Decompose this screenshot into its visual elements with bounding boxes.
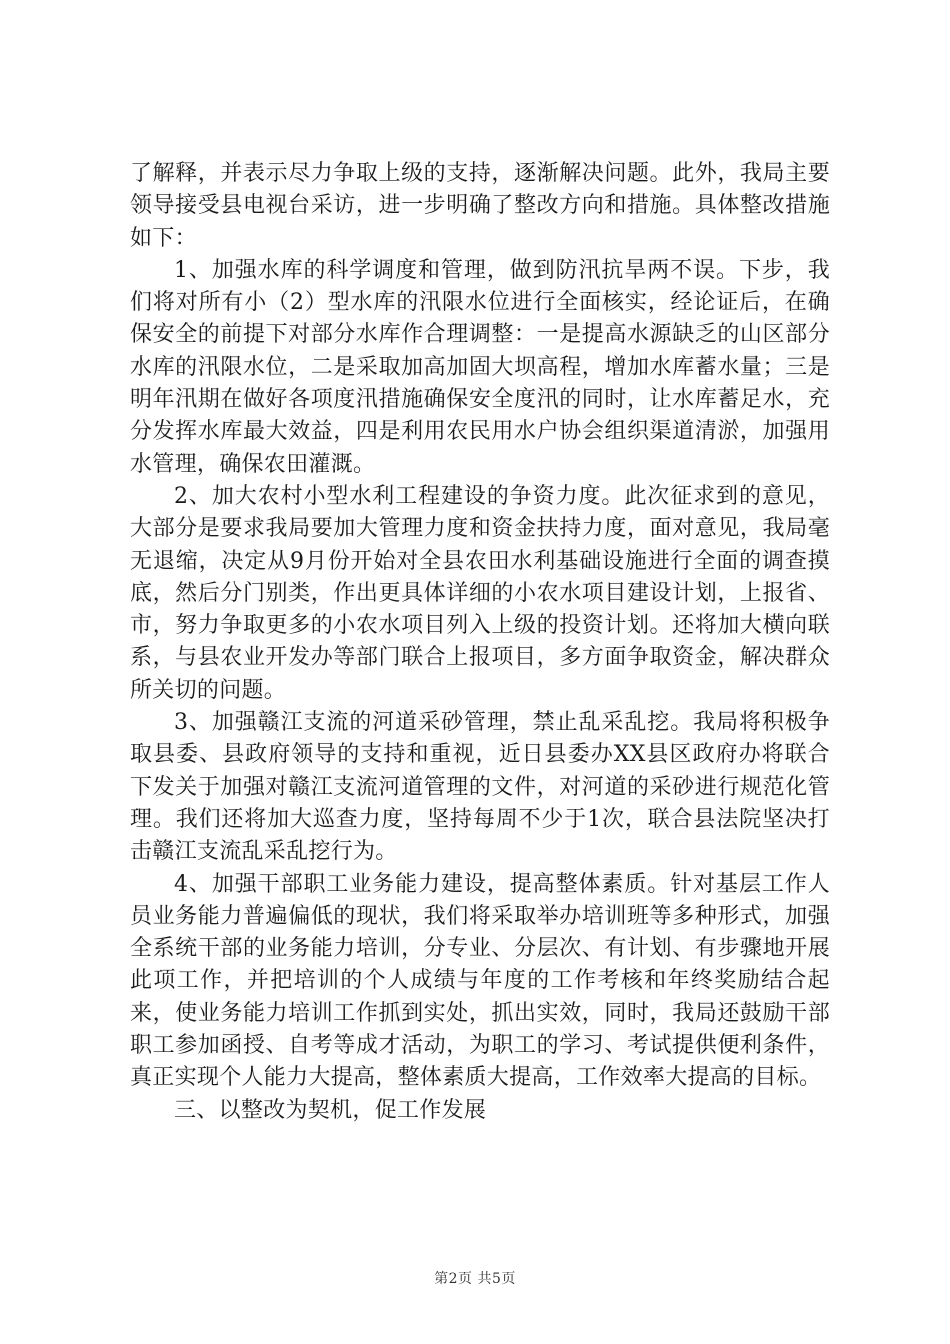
paragraph-measure-2: 2、加大农村小型水利工程建设的争资力度。此次征求到的意见，大部分是要求我局要加大管理力度和资金扶持力度，面对意见，我局毫无退缩，决定从9月份开始对全县农田水利基础设施进行全面的调查摸底，然后分门别类，作出更具体详细的小农水项目建设计划，上报省、市，努力争取更多的小农水项目列入上级的投资计划。还将加大横向联系，与县农业开发办等部门联合上报项目，多方面争取资金，解决群众所关切的问题。 (130, 483, 830, 703)
page-number-footer: 第2页 共5页 (434, 1271, 516, 1287)
paragraph-measure-1: 1、加强水库的科学调度和管理，做到防汛抗旱两不误。下步，我们将对所有小（2）型水库的汛限水位进行全面核实，经论证后，在确保安全的前提下对部分水库作合理调整：一是提高水源缺乏的山区部分水库的汛限水位，二是采取加高加固大坝高程，增加水库蓄水量；三是明年汛期在做好各项度汛措施确保安全度汛的同时，让水库蓄足水，充分发挥水库最大效益，四是利用农民用水户协会组织渠道清淤，加强用水管理，确保农田灌溉。 (130, 257, 830, 477)
paragraph-continuation: 了解释，并表示尽力争取上级的支持，逐渐解决问题。此外，我局主要领导接受县电视台采访，进一步明确了整改方向和措施。具体整改措施如下： (130, 161, 830, 251)
document-body (130, 158, 830, 1127)
paragraph-measure-4: 4、加强干部职工业务能力建设，提高整体素质。针对基层工作人员业务能力普遍偏低的现状，我们将采取举办培训班等多种形式，加强全系统干部的业务能力培训，分专业、分层次、有计划、有步骤地开展此项工作，并把培训的个人成绩与年度的工作考核和年终奖励结合起来，使业务能力培训工作抓到实处，抓出实效，同时，我局还鼓励干部职工参加函授、自考等成才活动，为职工的学习、考试提供便利条件，真正实现个人能力大提高，整体素质大提高，工作效率大提高的目标。 (130, 871, 830, 1091)
section-heading-3: 三、以整改为契机，促工作发展 (174, 1097, 487, 1123)
paragraph-measure-3: 3、加强赣江支流的河道采砂管理，禁止乱采乱挖。我局将积极争取县委、县政府领导的支持和重视，近日县委办XX县区政府办将联合下发关于加强对赣江支流河道管理的文件，对河道的采砂进行规范化管理。我们还将加大巡查力度，坚持每周不少于1次，联合县法院坚决打击赣江支流乱采乱挖行为。 (130, 710, 830, 865)
